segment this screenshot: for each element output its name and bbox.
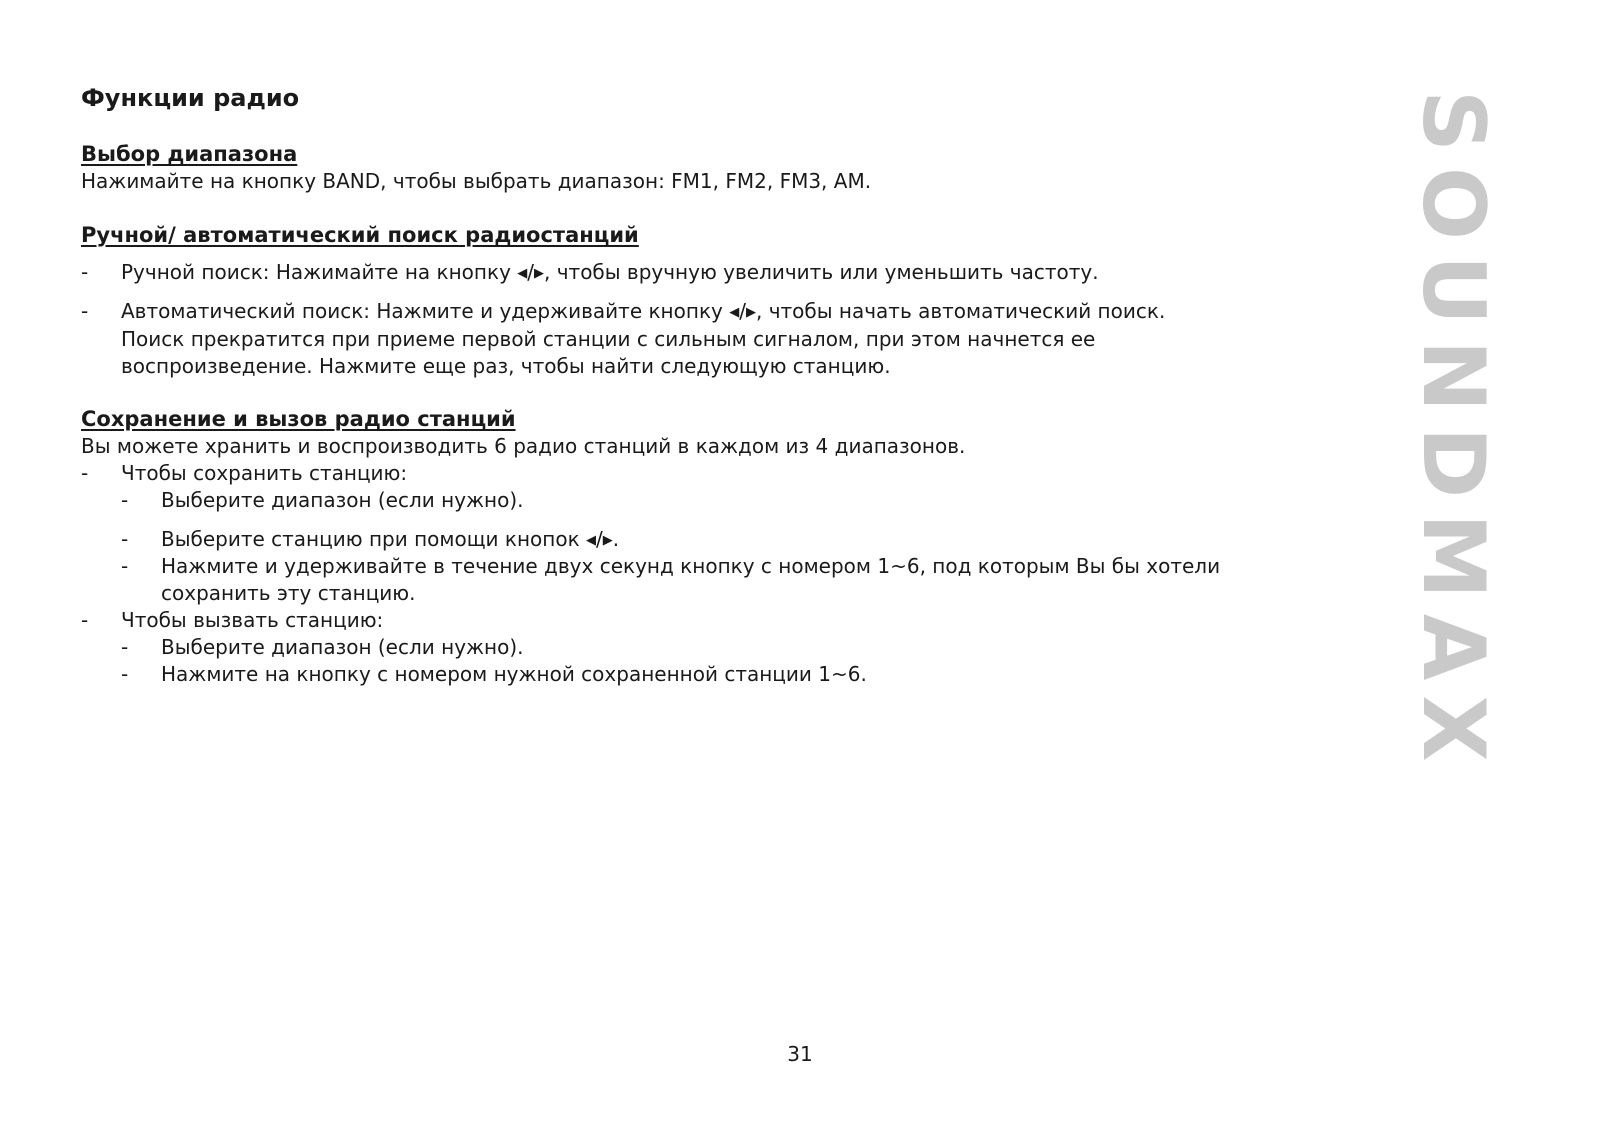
auto-search-text-after: , чтобы начать автоматический поиск. [755,299,1166,323]
arrow-separator: / [739,299,746,323]
left-triangle-icon: ◀ [729,305,740,320]
bullet-dash: - [121,662,129,686]
store-station-text: Чтобы сохранить станцию: [121,461,408,485]
recall-select-band-text: Выберите диапазон (если нужно). [161,635,524,659]
bullet-dash: - [81,608,89,632]
select-station-text-after: . [612,527,620,551]
right-triangle-icon: ▶ [602,533,613,548]
list-subitem-select-band [121,487,524,514]
list-subitem-press-preset [121,661,867,688]
section-heading-presets: Сохранение и вызов радио станций [81,407,516,431]
section-heading-search: Ручной/ автоматический поиск радиостанций [81,223,639,247]
manual-search-text-after: , чтобы вручную увеличить или уменьшить частоту. [544,260,1099,284]
right-triangle-icon: ▶ [745,305,756,320]
section-heading-band: Выбор диапазона [81,142,298,166]
page-title: Функции радио [81,84,300,112]
auto-search-text-before: Автоматический поиск: Нажмите и удерживайте кнопку [121,299,730,323]
band-paragraph: Нажимайте на кнопку BAND, чтобы выбрать диапазон: FM1, FM2, FM3, AM. [81,169,872,193]
list-item-store-station [81,460,407,487]
list-item-auto-search [81,298,1165,380]
manual-search-text-before: Ручной поиск: Нажимайте на кнопку [121,260,518,284]
page-number: 31 [787,1042,813,1066]
list-subitem-recall-select-band [121,634,524,661]
list-subitem-select-station [121,526,619,554]
bullet-dash: - [81,299,89,323]
brand-watermark [1403,90,1503,1050]
press-preset-text: Нажмите на кнопку с номером нужной сохраненной станции 1~6. [161,662,867,686]
arrow-separator: / [596,527,603,551]
auto-search-line-2: Поиск прекратится при приеме первой станции с сильным сигналом, при этом начнется ее [121,327,1096,351]
bullet-dash: - [121,527,129,551]
arrow-separator: / [527,260,535,284]
left-triangle-icon: ◀ [517,266,528,281]
select-station-text-before: Выберите станцию при помощи кнопок [161,527,587,551]
auto-search-line-3: воспроизведение. Нажмите еще раз, чтобы найти следующую станцию. [121,354,891,378]
bullet-dash: - [81,260,89,284]
recall-station-text: Чтобы вызвать станцию: [121,608,384,632]
list-item-recall-station [81,607,383,634]
presets-paragraph: Вы можете хранить и воспроизводить 6 радио станций в каждом из 4 диапазонов. [81,434,966,458]
right-triangle-icon: ▶ [534,266,545,281]
bullet-dash: - [121,554,129,578]
bullet-dash: - [81,461,89,485]
brand-logo-text: SOUNDMAX [1403,90,1503,777]
list-item-manual-search [81,259,1099,287]
hold-button-line-1: Нажмите и удерживайте в течение двух секунд кнопку с номером 1~6, под которым Вы бы хотели [161,554,1221,578]
hold-button-line-2: сохранить эту станцию. [161,581,416,605]
select-band-text: Выберите диапазон (если нужно). [161,488,524,512]
bullet-dash: - [121,488,129,512]
list-subitem-hold-button [121,553,1220,607]
bullet-dash: - [121,635,129,659]
left-triangle-icon: ◀ [586,533,597,548]
